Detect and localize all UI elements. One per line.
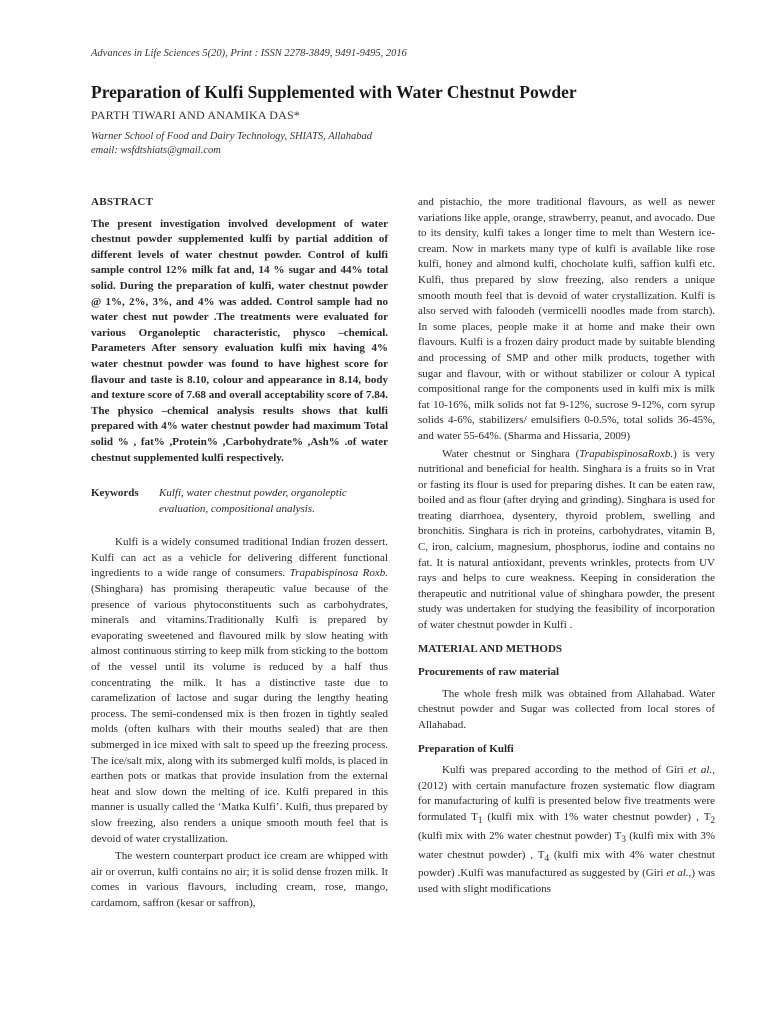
authors: PARTH TIWARI AND ANAMIKA DAS* [91, 108, 301, 122]
abstract-heading: ABSTRACT [91, 196, 154, 208]
procurement-text: The whole fresh milk was obtained from Allahabad. Water chestnut powder and Sugar was collected from local stores of Allahabad. [418, 687, 715, 731]
prep-etal-2: et al., [666, 867, 692, 880]
keywords-row [91, 486, 388, 517]
prep-e: (kulfi mix with 3% water chestnut powder) , T [418, 829, 715, 861]
subscript-4: 4 [544, 852, 550, 863]
intro-p1-rest: (Shinghara) has promising therapeutic value because of the presence of various phytoconstituents such as carbohydrates, minerals and vitamins.Traditionally Kulfi is prepared by evaporating sweetened and flavoured milk by slow heating with almost continuous stirring to keep milk from sticking to the bottom of the vessel until its volume is reduced by a half thus concentrating the milk. It has a distinctive taste due to caramelization of lactose and sugar during the lengthy heating process. The semi-condensed mix is then frozen in tightly sealed molds (often kulhars with their mouths sealed) that are then submerged in ice mixed with salt to speed up the freezing process. The ice/salt mix, along with its submerged kulfi molds, is placed in earthen pots or matkas that provide insulation from the external heat and slow down the melting of ice. Kulfi prepared in this manner is usually called the ‘Matka Kulfi’. Kulfi, thus prepared by slow freezing, also renders a unique smooth mouth feel that is devoid of water crystallization. [91, 583, 388, 845]
prep-f: (kulfi mix with 4% water chestnut powder) .Kulfi was manufactured as suggested by (Giri [418, 848, 715, 880]
intro-paragraph-3: and pistachio, the more traditional flavours, as well as newer variations like apple, orange, strawberry, peanut, and avocado. Due to its density, kulfi takes a longer time to melt than Western ice-cream. Now in markets many type of kulfi is available like rose kulfi, honey and almond kulfi, chocholate kulfi, saffion kulfi etc. Kulfi, thus prepared by slow freezing, also renders a unique smooth mouth feel that is devoid of water crystallization. Kulfi is also served with faloodeh (vermicelli noodles made from starch). In some places, people make it at home and make their own flavours. Kulfi is a frozen dairy product made by suitable blending and processing of SMP and other milk products, together with sugar and flavour, with or without stabilizer or colour A typical compositional range for the components used in kulfi mix is milk fat 10-16%, milk solids not fat 9-12%, sucrose 9-12%, corn syrup solids 4-6%, stabilizers/ emulsifiers 0-0.5%, total solids 36-45%, and water 55-64%. (Sharma and Hissaria, 2009) [418, 196, 715, 442]
p4-rest: ) is very nutritional and beneficial for health. Singhara is a fruits so in Vrat or fasting its flour is used for preparing dishes. It can be eaten raw, boiled and as flour (after drying and grinding). Singhara is used for treating diarrhoea, dysentery, thyroid problem, swelling and bronchitis. Singhara is rich in proteins, carbohydrates, vitamin B, C, iron, calcium, magnesium, phosphorus, iodine and contains no fat. It is natural antioxidant, prevents wrinkles, protects from UV rays and helps to cure weakness. Keeping in consideration the therapeutic and nutritional value of shinghara powder, the present study was undertaken for studying the feasibility of incorporation of water chestnut powder in Kulfi . [418, 447, 716, 632]
intro-paragraph-1 [91, 535, 388, 847]
p4-scientific-name: TrapabispinosaRoxb. [579, 447, 674, 460]
preparation-heading: Preparation of Kulfi [418, 742, 514, 755]
journal-header: Advances in Life Sciences 5(20), Print : ISSN 2278-3849, 9491-9495, 2016 [91, 48, 407, 59]
keywords-text: Kulfi, water chestnut powder, organoleptic evaluation, compositional analysis. [159, 487, 347, 515]
prep-d: (kulfi mix with 2% water chestnut powder) T [418, 829, 622, 842]
prep-b: (2012) with certain manufacture frozen systematic flow diagram for manufacturing of kulfi is presented below five treatments were formulated T [418, 779, 715, 823]
intro-paragraph-4 [418, 447, 715, 634]
left-column [91, 195, 388, 912]
intro-p1-text: Kulfi is a widely consumed traditional Indian frozen dessert. Kulfi can act as a vehicle for delivering different functional ingredients to a wide range of consumers. [91, 536, 388, 580]
paper-title: Preparation of Kulfi Supplemented with Water Chestnut Powder [91, 82, 577, 102]
prep-c: (kulfi mix with 1% water chestnut powder) , T [482, 810, 711, 823]
affiliation-block [91, 130, 372, 158]
intro-p1-scientific-name: Trapabispinosa Roxb. [289, 567, 388, 580]
subscript-1: 1 [477, 815, 483, 826]
prep-etal: et al., [688, 764, 715, 777]
prep-g: ) was used with slight modifications [418, 867, 715, 895]
right-column [418, 195, 715, 898]
affiliation: Warner School of Food and Dairy Technology, SHIATS, Allahabad [91, 131, 372, 142]
keywords-label: Keywords [91, 487, 139, 500]
abstract-text: The present investigation involved development of water chestnut powder supplemented kulfi by partial addition of different levels of water chestnut powder. Control of kulfi sample control 12% milk fat and, 14 % sugar and 44% total solid. During the preparation of kulfi, water chestnut powder @ 1%, 2%, 3%, and 4% was added. Control sample had no water chest nut powder .The treatments were evaluated for various Organoleptic characteristic, physco –chemical. Parameters After sensory evaluation kulfi mix having 4% water chestnut powder was found to have highest score for flavour and taste is 8.10, colour and appearance in 8.14, body and texture score of 7.68 and overall acceptability score of 7.84. The physico –chemical analysis results shows that kulfi prepared with 4% water chestnut powder had maximum Total solid % , fat% ,Protein% ,Carbohydrate% ,Ash% .of water chestnut supplemented kulfi respectively. [91, 217, 388, 464]
p4-start: Water chestnut or Singhara ( [442, 447, 580, 460]
materials-methods-heading: MATERIAL AND METHODS [418, 642, 563, 655]
preparation-text [418, 763, 715, 897]
subscript-2: 2 [710, 815, 716, 826]
intro-paragraph-2: The western counterpart product ice cream are whipped with air or overrun, kulfi contains no air; it is solid dense frozen milk. It comes in various flavours, including cream, rose, mango, cardamom, saffron (kesar or saffron), [91, 850, 388, 909]
subscript-3: 3 [621, 833, 626, 844]
email: email: wsfdtshiats@gmail.com [91, 145, 221, 156]
procurement-heading: Procurements of raw material [418, 666, 560, 679]
prep-a: Kulfi was prepared according to the method of Giri [442, 764, 689, 777]
